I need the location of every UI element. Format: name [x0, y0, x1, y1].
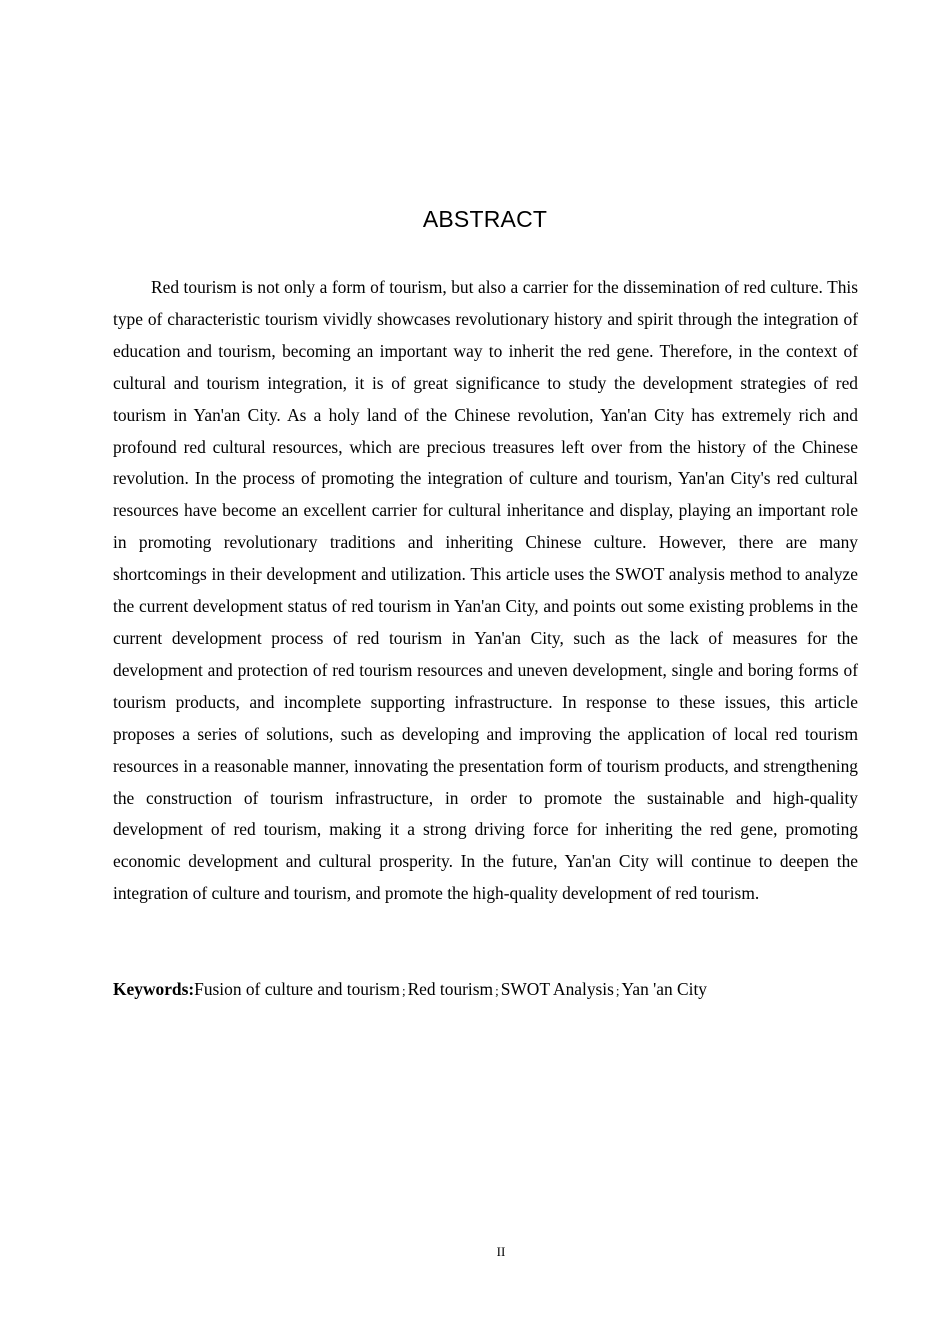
keyword-separator: ; — [495, 983, 499, 998]
keywords-label: Keywords: — [113, 979, 195, 999]
abstract-body: Red tourism is not only a form of tourism, but also a carrier for the dissemination of red culture. This type of characteristic tourism vividly showcases revolutionary history and spirit through the integration of education and tourism, becoming an important way to inherit the red gene. Therefore, in the context of cultural and tourism integration, it is of great significance to study the development strategies of red tourism in Yan'an City. As a holy land of the Chinese revolution, Yan'an City has extremely rich and profound red cultural resources, which are precious treasures left over from the history of the Chinese revolution. In the process of promoting the integration of culture and tourism, Yan'an City's red cultural resources have become an excellent carrier for cultural inheritance and display, playing an important role in promoting revolutionary traditions and inheriting Chinese culture. However, there are many shortcomings in their development and utilization. This article uses the SWOT analysis method to analyze the current development status of red tourism in Yan'an City, and points out some existing problems in the current development process of red tourism in Yan'an City, such as the lack of measures for the development and protection of red tourism resources and uneven development, single and boring forms of tourism products, and incomplete supporting infrastructure. In response to these issues, this article proposes a series of solutions, such as developing and improving the application of local red tourism resources in a reasonable manner, innovating the presentation form of tourism products, and strengthening the construction of tourism infrastructure, in order to promote the sustainable and high-quality development of red tourism, making it a strong driving force for inheriting the red gene, promoting economic development and cultural prosperity. In the future, Yan'an City will continue to deepen the integration of culture and tourism, and promote the high-quality development of red tourism. — [113, 277, 858, 904]
keyword-separator: ; — [401, 983, 406, 998]
keyword-item: Yan 'an City — [621, 979, 707, 999]
keyword-item: SWOT Analysis — [500, 979, 614, 999]
keyword-separator: ; — [615, 983, 620, 998]
page-number: II — [496, 1244, 506, 1259]
keywords-line — [113, 974, 858, 1007]
keyword-item: Red tourism — [407, 979, 494, 999]
keyword-item: Fusion of culture and tourism — [194, 979, 400, 999]
abstract-title: ABSTRACT — [422, 206, 548, 232]
